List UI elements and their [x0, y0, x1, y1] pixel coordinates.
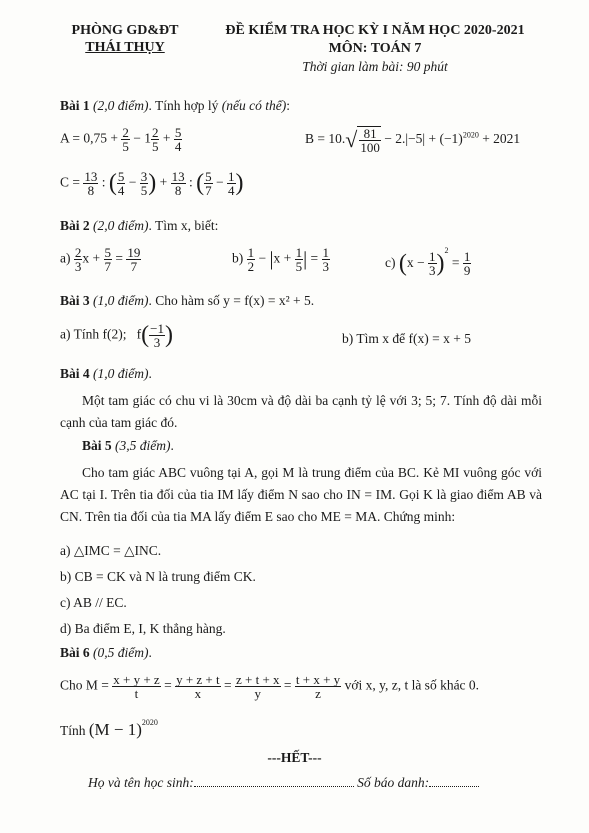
student-name-blank: [194, 774, 354, 787]
student-name-label: Họ và tên học sinh:: [88, 775, 194, 790]
exam-header: [205, 22, 545, 76]
exam-time: Thời gian làm bài: 90 phút: [302, 59, 448, 74]
problem-6-heading: Bài 6 (0,5 điểm).: [60, 645, 152, 660]
student-info-footer: [88, 774, 479, 791]
problem-5-item-d: d) Ba điểm E, I, K thẳng hàng.: [60, 621, 226, 636]
end-marker: ---HẾT---: [267, 750, 322, 765]
problem-5-item-a: a) △IMC = △INC.: [60, 543, 162, 558]
problem-5-item-b: b) CB = CK và N là trung điểm CK.: [60, 569, 256, 584]
problem-3a: a) Tính f(2); f( $\frac{-1}{3}$ ): [60, 321, 173, 350]
equation-2b: b) $\frac{1}{2}$ − |x + $\frac{1}{5}$ | = $\frac{1}{3}$: [232, 245, 330, 274]
expression-c: C = $\frac{13}{8}$ : ( $\frac{5}{4}$ − $\frac{3}{5}$ ) + $\frac{13}{8}$ : ( $\frac{5}{7}$ − $\frac{1}{4}$ ): [60, 169, 244, 198]
district-name: THÁI THỤY: [85, 40, 165, 55]
problem-6-expression: Cho M = $\frac{x + y + z}{t}$ = $\frac{y + z + t}{x}$ = $\frac{z + t + x}{y}$ = $\frac{t + x + y}{z}$ với x, y, z, t là số khác 0.: [60, 672, 480, 701]
problem-4-heading: Bài 4 (1,0 điểm).: [60, 366, 152, 381]
exam-subject: MÔN: TOÁN 7: [328, 41, 422, 56]
expression-b: B = 10.√ $\frac{81}{100}$ − $2.|-5| + (-1)^{2020} + 2021$: [305, 126, 521, 155]
problem-2-heading: Bài 2 (2,0 điểm). Tìm x, biết:: [60, 218, 219, 233]
equation-2a: a) $\frac{2}{3}$ x + $\frac{5}{7}$ = $\frac{19}{7}$: [60, 245, 141, 274]
problem-5-text: Cho tam giác ABC vuông tại A, gọi M là trung điểm của BC. Kẻ MI vuông góc với AC tại I. Trên tia đối của tia IM lấy điểm N sao cho IN = IM. Gọi K là giao điểm AB và CN. Trên tia đối của tia MA lấy điểm E sao cho ME = MA. Chứng minh:: [60, 465, 542, 524]
school-header: [50, 22, 200, 56]
problem-5-heading: Bài 5 (3,5 điểm).: [82, 438, 174, 453]
problem-1-heading: Bài 1 (2,0 điểm). Tính hợp lý (nếu có thể):: [60, 98, 291, 113]
problem-3b: b) Tìm x để f(x) = x + 5: [342, 331, 471, 346]
problem-4-text: Một tam giác có chu vi là 30cm và độ dài ba cạnh tỷ lệ với 3; 5; 7. Tính độ dài mỗi cạnh của tam giác đó.: [60, 393, 542, 430]
candidate-number-blank: [429, 774, 479, 787]
problem-6-compute: Tính $(M - 1)^{2020}$: [60, 718, 158, 739]
equation-2c: c) (x − $\frac{1}{3}$ )$^2$ = $\frac{1}{9}$: [385, 246, 471, 279]
department-name: PHÒNG GD&ĐT: [71, 23, 179, 38]
exam-title: ĐỀ KIỂM TRA HỌC KỲ I NĂM HỌC 2020-2021: [225, 23, 525, 38]
problem-3-heading: Bài 3 (1,0 điểm). Cho hàm số y = f(x) = x² + 5.: [60, 293, 315, 308]
expression-a: A = 0,75 + $\frac{2}{5}$ − 1 $\frac{2}{5}$ + $\frac{5}{4}$: [60, 125, 182, 154]
problem-5-item-c: c) AB // EC.: [60, 595, 127, 610]
candidate-number-label: Số báo danh:: [357, 775, 430, 790]
